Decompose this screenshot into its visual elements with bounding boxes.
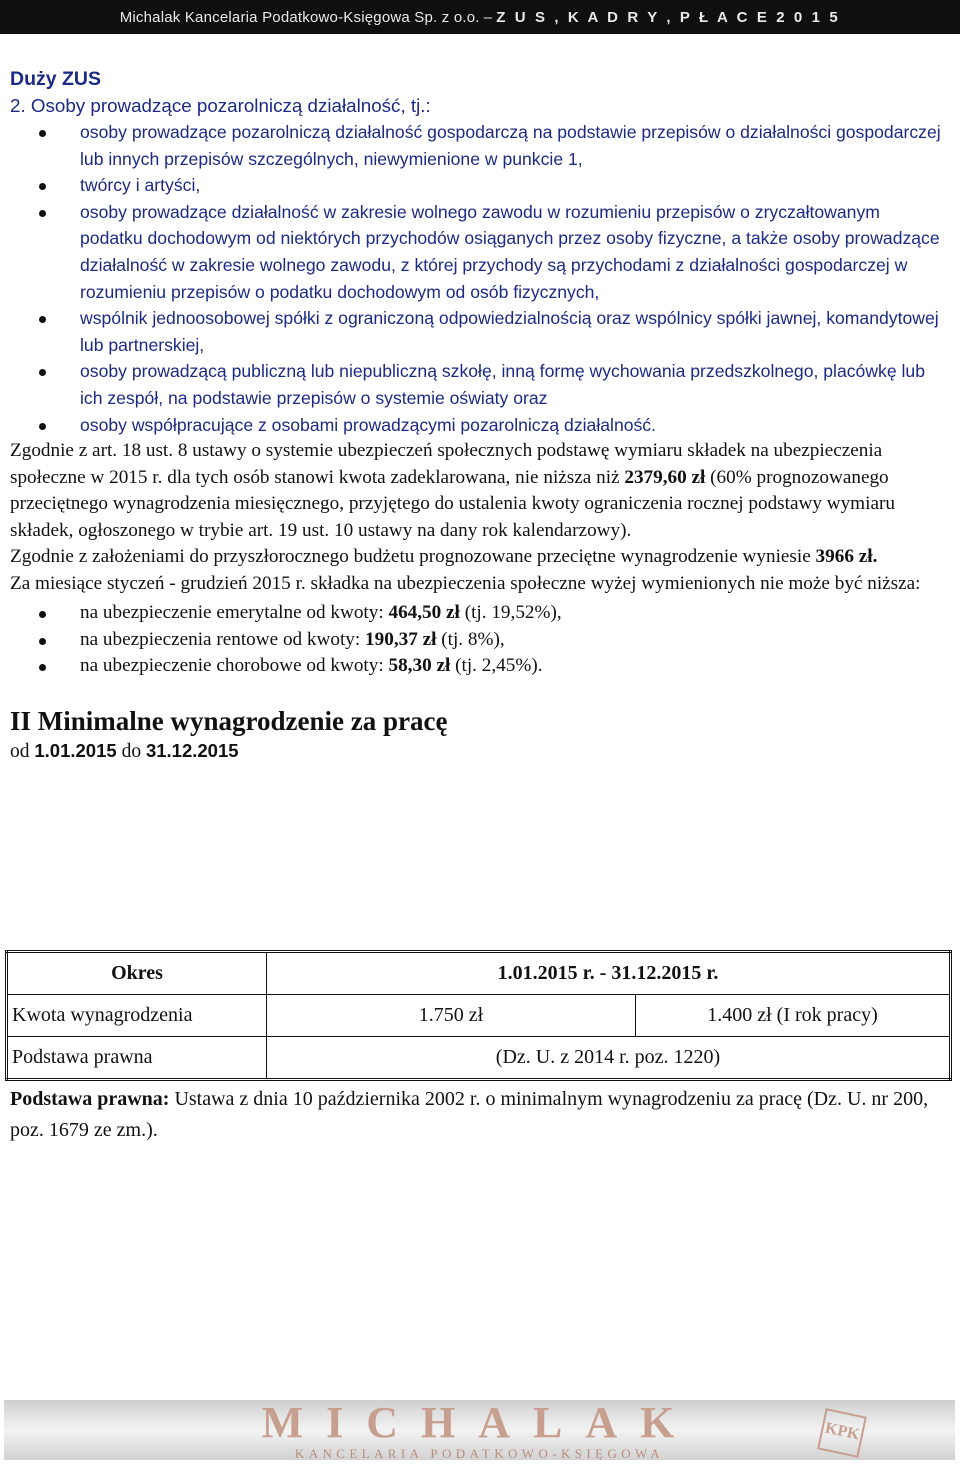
page-header	[0, 0, 960, 34]
list-item: na ubezpieczenie chorobowe od kwoty: 58,30 zł (tj. 2,45%).	[10, 653, 945, 680]
bullet-icon	[39, 130, 46, 137]
table-cell-basis-label: Podstawa prawna	[7, 1037, 267, 1080]
bullet-icon	[39, 611, 46, 618]
bullet-icon	[39, 369, 46, 376]
zus-section	[10, 66, 945, 765]
table-cell-amount: 1.750 zł	[267, 995, 636, 1037]
table-cell-amount-first-year: 1.400 zł (I rok pracy)	[636, 995, 951, 1037]
legal-basis: Podstawa prawna: Ustawa z dnia 10 października 2002 r. o minimalnym wynagrodzeniu za pracę (Dz. U. nr 200, poz. 1679 ze zm.).	[10, 1088, 929, 1141]
contribution-list	[10, 600, 945, 680]
header-topics: Z U S , K A D R Y , P Ł A C E 2 0 1 5	[496, 8, 841, 26]
company-logo	[4, 1400, 955, 1460]
logo-name: MICHALAK	[261, 1400, 698, 1447]
bullet-icon	[39, 210, 46, 217]
minimum-wage-title: II Minimalne wynagrodzenie za pracę	[10, 705, 448, 736]
contribution-intro: Za miesiące styczeń - grudzień 2015 r. składka na ubezpieczenia społeczne wyżej wymienionych nie może być niższa:	[10, 572, 921, 594]
list-item: osoby prowadzące działalność w zakresie wolnego zawodu w rozumieniu przepisów o zryczałtowanym podatku dochodowym od niektórych przychodów osiąganych przez osoby fizyczne, a także osoby prowadzące działalność w zakresie wolnego zawodu, z której przychody są przychodami z działalności gospodarczej w rozumieniu przepisów o podatku dochodowym od osób fizycznych,	[10, 199, 945, 305]
bullet-icon	[39, 664, 46, 671]
logo-tagline: KANCELARIA PODATKOWO-KSIĘGOWA	[294, 1445, 665, 1460]
list-item: na ubezpieczenie emerytalne od kwoty: 464,50 zł (tj. 19,52%),	[10, 600, 945, 627]
minimum-wage-table	[5, 950, 952, 1081]
average-wage-amount: 3966 zł.	[815, 546, 878, 568]
logo-mark-icon: KPK	[817, 1408, 867, 1458]
header-separator: –	[483, 8, 493, 26]
average-wage-paragraph: Zgodnie z założeniami do przyszłorocznego budżetu prognozowane przeciętne wynagrodzenie wyniesie 3966 zł.	[10, 546, 878, 568]
table-row	[7, 952, 951, 995]
list-item: osoby prowadzące pozarolniczą działalność gospodarczą na podstawie przepisów o działalności gospodarczej lub innych przepisów szczególnych, niewymienione w punkcie 1,	[10, 119, 945, 172]
list-item: twórcy i artyści,	[10, 172, 945, 199]
bullet-icon	[39, 183, 46, 190]
bullet-icon	[39, 638, 46, 645]
list-item: na ubezpieczenia rentowe od kwoty: 190,37 zł (tj. 8%),	[10, 627, 945, 654]
list-item: osoby prowadzącą publiczną lub niepubliczną szkołę, inną formę wychowania przedszkolnego, placówkę lub ich zespół, na podstawie przepisów o systemie oświaty oraz	[10, 358, 945, 411]
header-company: Michalak Kancelaria Podatkowo-Księgowa Sp. z o.o.	[119, 8, 480, 26]
legal-basis-label: Podstawa prawna:	[10, 1088, 170, 1110]
table-header-range: 1.01.2015 r. - 31.12.2015 r.	[267, 952, 951, 995]
zus-heading: Duży ZUS	[10, 68, 102, 90]
table-row	[7, 995, 951, 1037]
zus-item2-title: 2. Osoby prowadzące pozarolniczą działalność, tj.:	[10, 94, 431, 116]
table-cell-basis: (Dz. U. z 2014 r. poz. 1220)	[267, 1037, 951, 1080]
table-cell-amount-label: Kwota wynagrodzenia	[7, 995, 267, 1037]
list-item: osoby współpracujące z osobami prowadzącymi pozarolniczą działalność.	[10, 412, 945, 439]
bullet-icon	[39, 316, 46, 323]
basis-amount: 2379,60 zł	[624, 466, 706, 488]
table-row	[7, 1037, 951, 1080]
basis-paragraph: Zgodnie z art. 18 ust. 8 ustawy o systemie ubezpieczeń społecznych podstawę wymiaru składek na ubezpieczenia społeczne w 2015 r. dla tych osób stanowi kwota zadeklarowana, nie niższa niż 2379,60 zł (60% prognozowanego przeciętnego wynagrodzenia miesięcznego, przyjętego do ustalenia kwoty ograniczenia rocznej podstawy wymiaru składek, ogłoszonego w trybie art. 19 ust. 10 ustawy na dany rok kalendarzowy).	[10, 440, 895, 541]
table-header-period: Okres	[7, 952, 267, 995]
entity-list	[10, 119, 945, 438]
list-item: wspólnik jednoosobowej spółki z ograniczoną odpowiedzialnością oraz wspólnicy spółki jawnej, komandytowej lub partnerskiej,	[10, 305, 945, 358]
bullet-icon	[39, 423, 46, 430]
minimum-wage-period: od 1.01.2015 do 31.12.2015	[10, 739, 239, 762]
